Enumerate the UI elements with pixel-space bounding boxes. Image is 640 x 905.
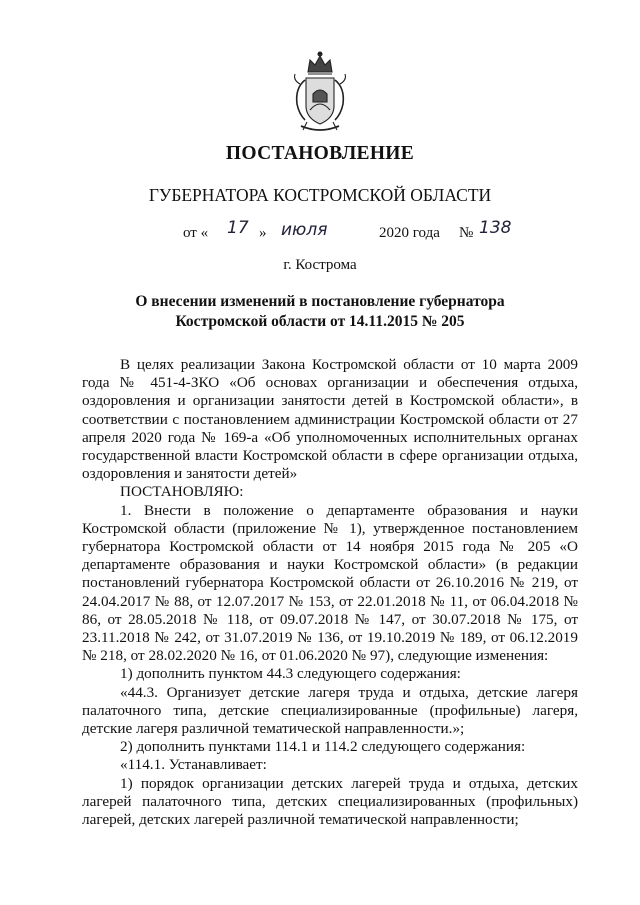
date-close-quote: » [259, 225, 267, 241]
date-year: 2020 года [379, 225, 440, 241]
number-label: № [459, 225, 474, 241]
quote-44-3-paragraph: «44.3. Организует детские лагеря труда и отдыха, детские лагеря палаточного типа, детские специализированные (профильные) лагеря, детские лагеря различной тематической направленности.»; [82, 683, 578, 738]
document-number-handwritten: 138 [479, 218, 512, 238]
preamble-paragraph: В целях реализации Закона Костромской области от 10 марта 2009 года № 451-4-ЗКО «Об основах организации и обеспечения отдыха, оздоровления и организации занятости детей в Костромской области», в соответствии с постановлением администрации Костромской области от 27 апреля 2020 года № 169-а «Об уполномоченных исполнительных органах государственной власти Костромской области в сфере организации отдыха, оздоровления и занятости детей» [82, 356, 578, 483]
coat-of-arms-emblem [289, 50, 351, 134]
decree-word: ПОСТАНОВЛЯЮ: [120, 483, 244, 501]
document-title: ПОСТАНОВЛЕНИЕ [225, 143, 415, 164]
heading-line: Костромской области от 14.11.2015 № 205 [175, 313, 465, 330]
subclause-1-paragraph: 1) дополнить пунктом 44.3 следующего содержания: [120, 665, 461, 683]
quote-114-1-paragraph: «114.1. Устанавливает: [120, 756, 267, 774]
document-body [82, 356, 578, 829]
subclause-2-paragraph: 2) дополнить пунктами 114.1 и 114.2 следующего содержания: [120, 738, 526, 756]
document-heading [0, 292, 640, 332]
date-month-handwritten: июля [281, 220, 328, 240]
heading-line: О внесении изменений в постановление губернатора [135, 293, 505, 310]
date-day-handwritten: 17 [227, 218, 249, 238]
item-1-paragraph: 1) порядок организации детских лагерей труда и отдыха, детских лагерей палаточного типа, детских специализированных (профильных) лагерей, детских лагерей различной тематической направленности; [82, 774, 578, 829]
document-issuer: ГУБЕРНАТОРА КОСТРОМСКОЙ ОБЛАСТИ [148, 185, 492, 205]
clause-1-paragraph: 1. Внести в положение о департаменте образования и науки Костромской области (приложение № 1), утвержденное постановлением губернатора Костромской области от 14 ноября 2015 года № 205 «О департаменте образования и науки Костромской области» (в редакции постановлений губернатора Костромской области от 26.10.2016 № 219, от 24.04.2017 № 88, от 12.07.2017 № 153, от 22.01.2018 № 11, от 06.04.2018 № 86, от 28.05.2018 № 118, от 09.07.2018 № 147, от 30.07.2018 № 175, от 23.11.2018 № 242, от 31.07.2019 № 136, от 19.10.2019 № 189, от 06.12.2019 № 218, от 28.02.2020 № 16, от 01.06.2020 № 97), следующие изменения: [82, 501, 578, 665]
date-line [183, 220, 523, 248]
date-prefix: от « [183, 225, 209, 241]
city: г. Кострома [283, 257, 357, 273]
